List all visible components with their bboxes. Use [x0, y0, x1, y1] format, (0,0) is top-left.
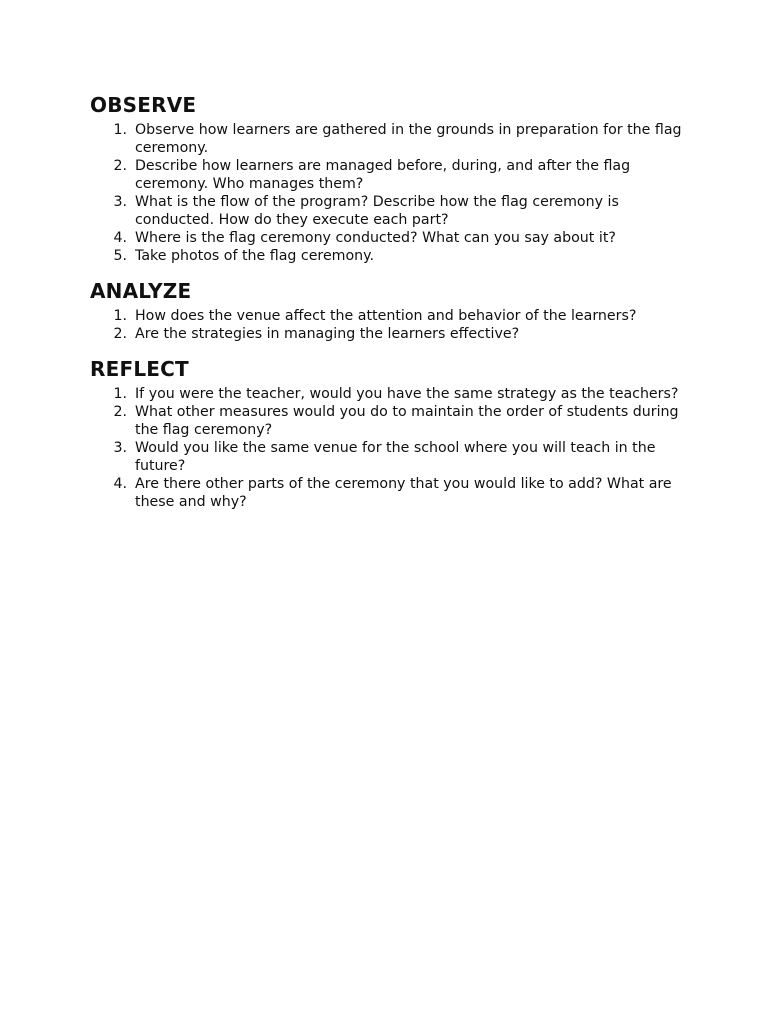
- list-item: [90, 325, 700, 343]
- list-item-number: 1.: [113, 386, 127, 402]
- section-analyze: [90, 279, 700, 343]
- section-title: OBSERVE: [90, 93, 197, 117]
- list-item: [90, 193, 700, 229]
- list-item-text: Where is the flag ceremony conducted? What can you say about it?: [135, 230, 616, 246]
- list-item-text: What is the flow of the program? Describe how the flag ceremony is conducted. How do they execute each part?: [135, 194, 619, 228]
- list-item-text: Are there other parts of the ceremony that you would like to add? What are these and why?: [135, 476, 672, 510]
- list-item-number: 2.: [113, 158, 127, 174]
- numbered-list: [90, 307, 700, 343]
- list-item-number: 4.: [113, 230, 127, 246]
- list-item-text: Observe how learners are gathered in the grounds in preparation for the flag ceremony.: [135, 122, 682, 156]
- list-item-number: 3.: [113, 440, 127, 456]
- list-item-text: What other measures would you do to maintain the order of students during the flag ceremony?: [135, 404, 679, 438]
- list-item: [90, 229, 700, 247]
- list-item-number: 2.: [113, 404, 127, 420]
- list-item: [90, 475, 700, 511]
- document-content: [90, 93, 700, 511]
- section-title: ANALYZE: [90, 279, 192, 303]
- list-item-number: 1.: [113, 122, 127, 138]
- list-item: [90, 121, 700, 157]
- numbered-list: [90, 121, 700, 265]
- list-item-text: Are the strategies in managing the learners effective?: [135, 326, 520, 342]
- list-item-text: Describe how learners are managed before, during, and after the flag ceremony. Who manages them?: [135, 158, 631, 192]
- list-item: [90, 157, 700, 193]
- list-item-number: 5.: [113, 248, 127, 264]
- section-title: REFLECT: [90, 357, 189, 381]
- list-item: [90, 439, 700, 475]
- section-reflect: [90, 357, 700, 511]
- list-item: [90, 403, 700, 439]
- list-item-number: 4.: [113, 476, 127, 492]
- list-item-text: Take photos of the flag ceremony.: [135, 248, 375, 264]
- list-item: [90, 385, 700, 403]
- list-item-text: Would you like the same venue for the school where you will teach in the future?: [135, 440, 656, 474]
- list-item-number: 3.: [113, 194, 127, 210]
- list-item-number: 1.: [113, 308, 127, 324]
- list-item: [90, 247, 700, 265]
- list-item: [90, 307, 700, 325]
- list-item-text: If you were the teacher, would you have the same strategy as the teachers?: [135, 386, 679, 402]
- list-item-text: How does the venue affect the attention and behavior of the learners?: [135, 308, 637, 324]
- list-item-number: 2.: [113, 326, 127, 342]
- numbered-list: [90, 385, 700, 511]
- section-observe: [90, 93, 700, 265]
